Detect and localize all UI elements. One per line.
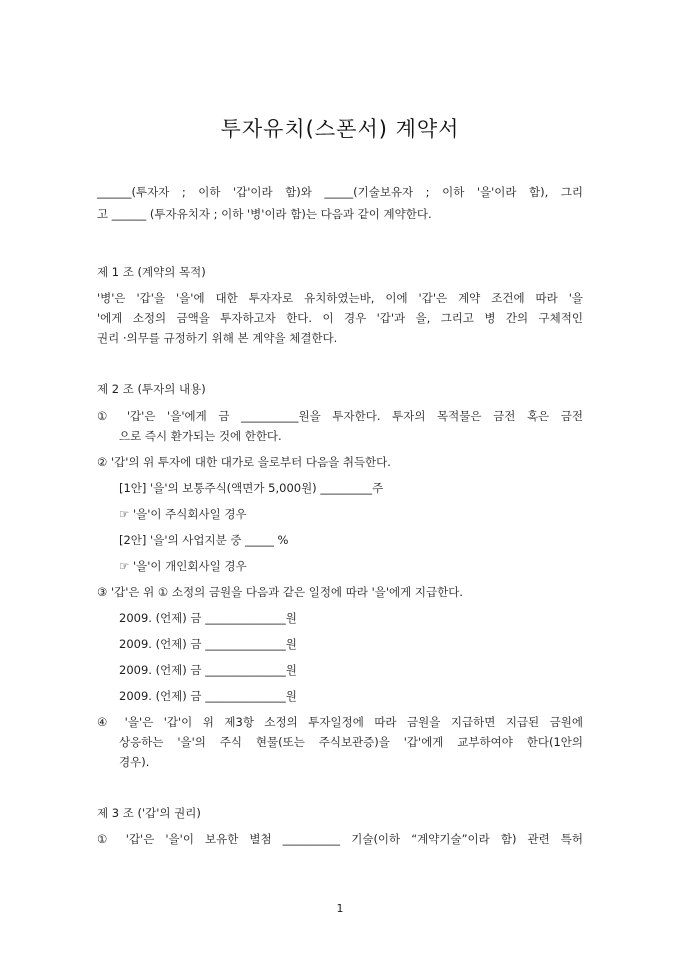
article2-heading: 제 2 조 (투자의 내용): [97, 382, 206, 396]
article2-item4-line-2: 상응하는 '을'의 주식 현물(또는 주식보관증)을 '갑'에게 교부하여야 한다(1안의: [119, 735, 583, 749]
schedule-line-1: 2009. (언제) 금 ______________원: [119, 611, 297, 625]
article2-item1-line-1: ① '갑'은 '을'에게 금 __________원을 투자한다. 투자의 목적물은 금전 혹은 금전: [97, 409, 583, 423]
intro-line-1: ______(투자자 ; 이하 '갑'이라 함)와 _____(기술보유자 ; 이하 '을'이라 함), 그리: [97, 185, 583, 199]
schedule-line-2: 2009. (언제) 금 ______________원: [119, 637, 297, 651]
article2-item2: ② '갑'의 위 투자에 대한 대가로 을로부터 다음을 취득한다.: [97, 455, 391, 469]
page-number: 1: [336, 902, 344, 915]
option1: [1안] '을'의 보통주식(액면가 5,000원) _________주: [119, 481, 384, 495]
article1-heading: 제 1 조 (계약의 목적): [97, 265, 206, 279]
option1-note: ☞ '을'이 주식회사일 경우: [119, 507, 247, 521]
article1-line-2: '에게 소정의 금액을 투자하고자 한다. 이 경우 '갑'과 을, 그리고 병 간의 구체적인: [97, 311, 583, 325]
article1-line-3: 권리 ·의무를 규정하기 위해 본 계약을 체결한다.: [97, 331, 338, 345]
schedule-line-4: 2009. (언제) 금 ______________원: [119, 689, 297, 703]
article2-item3: ③ '갑'은 위 ① 소정의 금원을 다음과 같은 일정에 따라 '을'에게 지급한다.: [97, 585, 463, 599]
intro-line-2: 고 ______ (투자유치자 ; 이하 '병'이라 함)는 다음과 같이 계약한다.: [97, 207, 432, 221]
article2-item4-line-3: 경우).: [119, 755, 150, 769]
option2-note: ☞ '을'이 개인회사일 경우: [119, 559, 247, 573]
article2-item4-line-1: ④ '을'은 '갑'이 위 제3항 소정의 투자일정에 따라 금원을 지급하면 지급된 금원에: [97, 715, 583, 729]
article3-item1: ① '갑'은 '을'이 보유한 별첨 __________ 기술(이하 “계약기술”이라 함) 관련 특허: [97, 832, 583, 846]
article3-heading: 제 3 조 ('갑'의 권리): [97, 806, 201, 820]
document-title: 투자유치(스폰서) 계약서: [220, 117, 460, 141]
option2: [2안] '을'의 사업지분 중 _____ %: [119, 533, 289, 547]
schedule-line-3: 2009. (언제) 금 ______________원: [119, 663, 297, 677]
article1-line-1: '병'은 '갑'을 '을'에 대한 투자자로 유치하였는바, 이에 '갑'은 계약 조건에 따라 '을: [97, 291, 583, 305]
article2-item1-line-2: 으로 즉시 환가되는 것에 한한다.: [119, 429, 282, 443]
